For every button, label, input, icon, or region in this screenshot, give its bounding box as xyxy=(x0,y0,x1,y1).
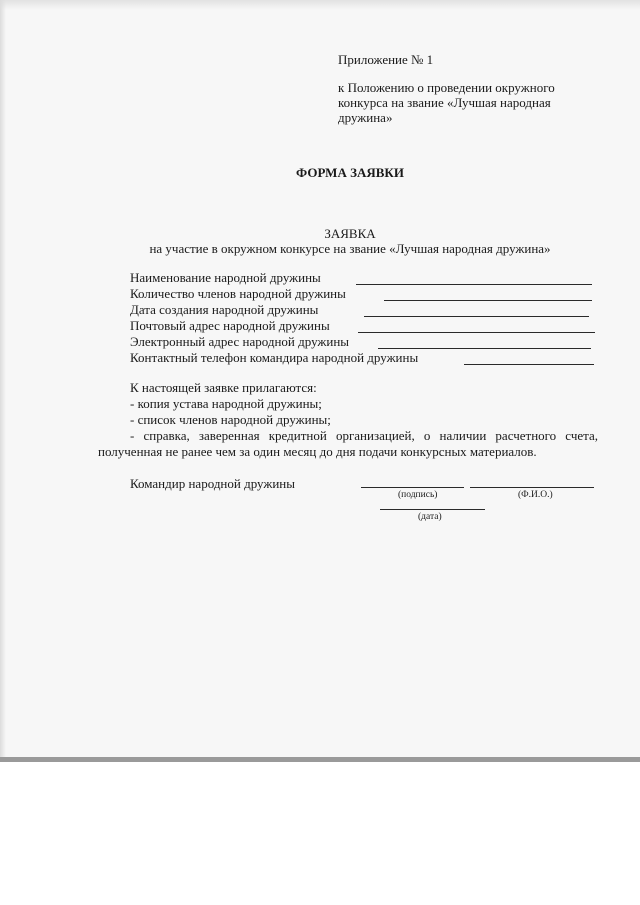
attachments-intro: К настоящей заявке прилагаются: xyxy=(130,380,317,395)
appendix-reference-line-1: к Положению о проведении окружного xyxy=(338,80,555,95)
field-line-members-count[interactable] xyxy=(384,300,592,301)
field-label-postal-address: Почтовый адрес народной дружины xyxy=(130,318,330,333)
field-line-email-address[interactable] xyxy=(378,348,591,349)
signature-caption: (подпись) xyxy=(398,490,438,500)
appendix-reference-line-2: конкурса на звание «Лучшая народная xyxy=(338,95,551,110)
application-subtitle: на участие в окружном конкурсе на звание «Лучшая народная дружина» xyxy=(149,241,551,256)
date-line[interactable] xyxy=(380,509,485,510)
attachment-item-members-list: - список членов народной дружины; xyxy=(130,412,331,427)
signature-label: Командир народной дружины xyxy=(130,476,295,491)
field-line-commander-phone[interactable] xyxy=(464,364,594,365)
field-line-creation-date[interactable] xyxy=(364,316,589,317)
appendix-reference-line-3: дружина» xyxy=(338,110,393,125)
field-label-members-count: Количество членов народной дружины xyxy=(130,286,346,301)
full-name-line[interactable] xyxy=(470,487,594,488)
scan-shadow-left xyxy=(0,0,6,757)
field-label-commander-phone: Контактный телефон командира народной дружины xyxy=(130,350,419,365)
full-name-caption: (Ф.И.О.) xyxy=(518,490,553,500)
field-line-name[interactable] xyxy=(356,284,592,285)
field-label-name: Наименование народной дружины xyxy=(130,270,321,285)
field-label-creation-date: Дата создания народной дружины xyxy=(130,302,319,317)
attachment-item-charter: - копия устава народной дружины; xyxy=(130,396,322,411)
field-label-email-address: Электронный адрес народной дружины xyxy=(130,334,350,349)
appendix-title: Приложение № 1 xyxy=(338,52,434,67)
date-caption: (дата) xyxy=(418,512,442,522)
form-title: ФОРМА ЗАЯВКИ xyxy=(296,165,404,180)
signature-line[interactable] xyxy=(361,487,464,488)
attachment-item-bank-certificate: - справка, заверенная кредитной организацией, о наличии расчетного счета, полученная не ранее чем за один месяц до дня подачи конкурсных материалов. xyxy=(98,428,598,459)
scan-shadow-top xyxy=(0,0,640,10)
field-line-postal-address[interactable] xyxy=(358,332,595,333)
application-title: ЗАЯВКА xyxy=(324,226,376,241)
